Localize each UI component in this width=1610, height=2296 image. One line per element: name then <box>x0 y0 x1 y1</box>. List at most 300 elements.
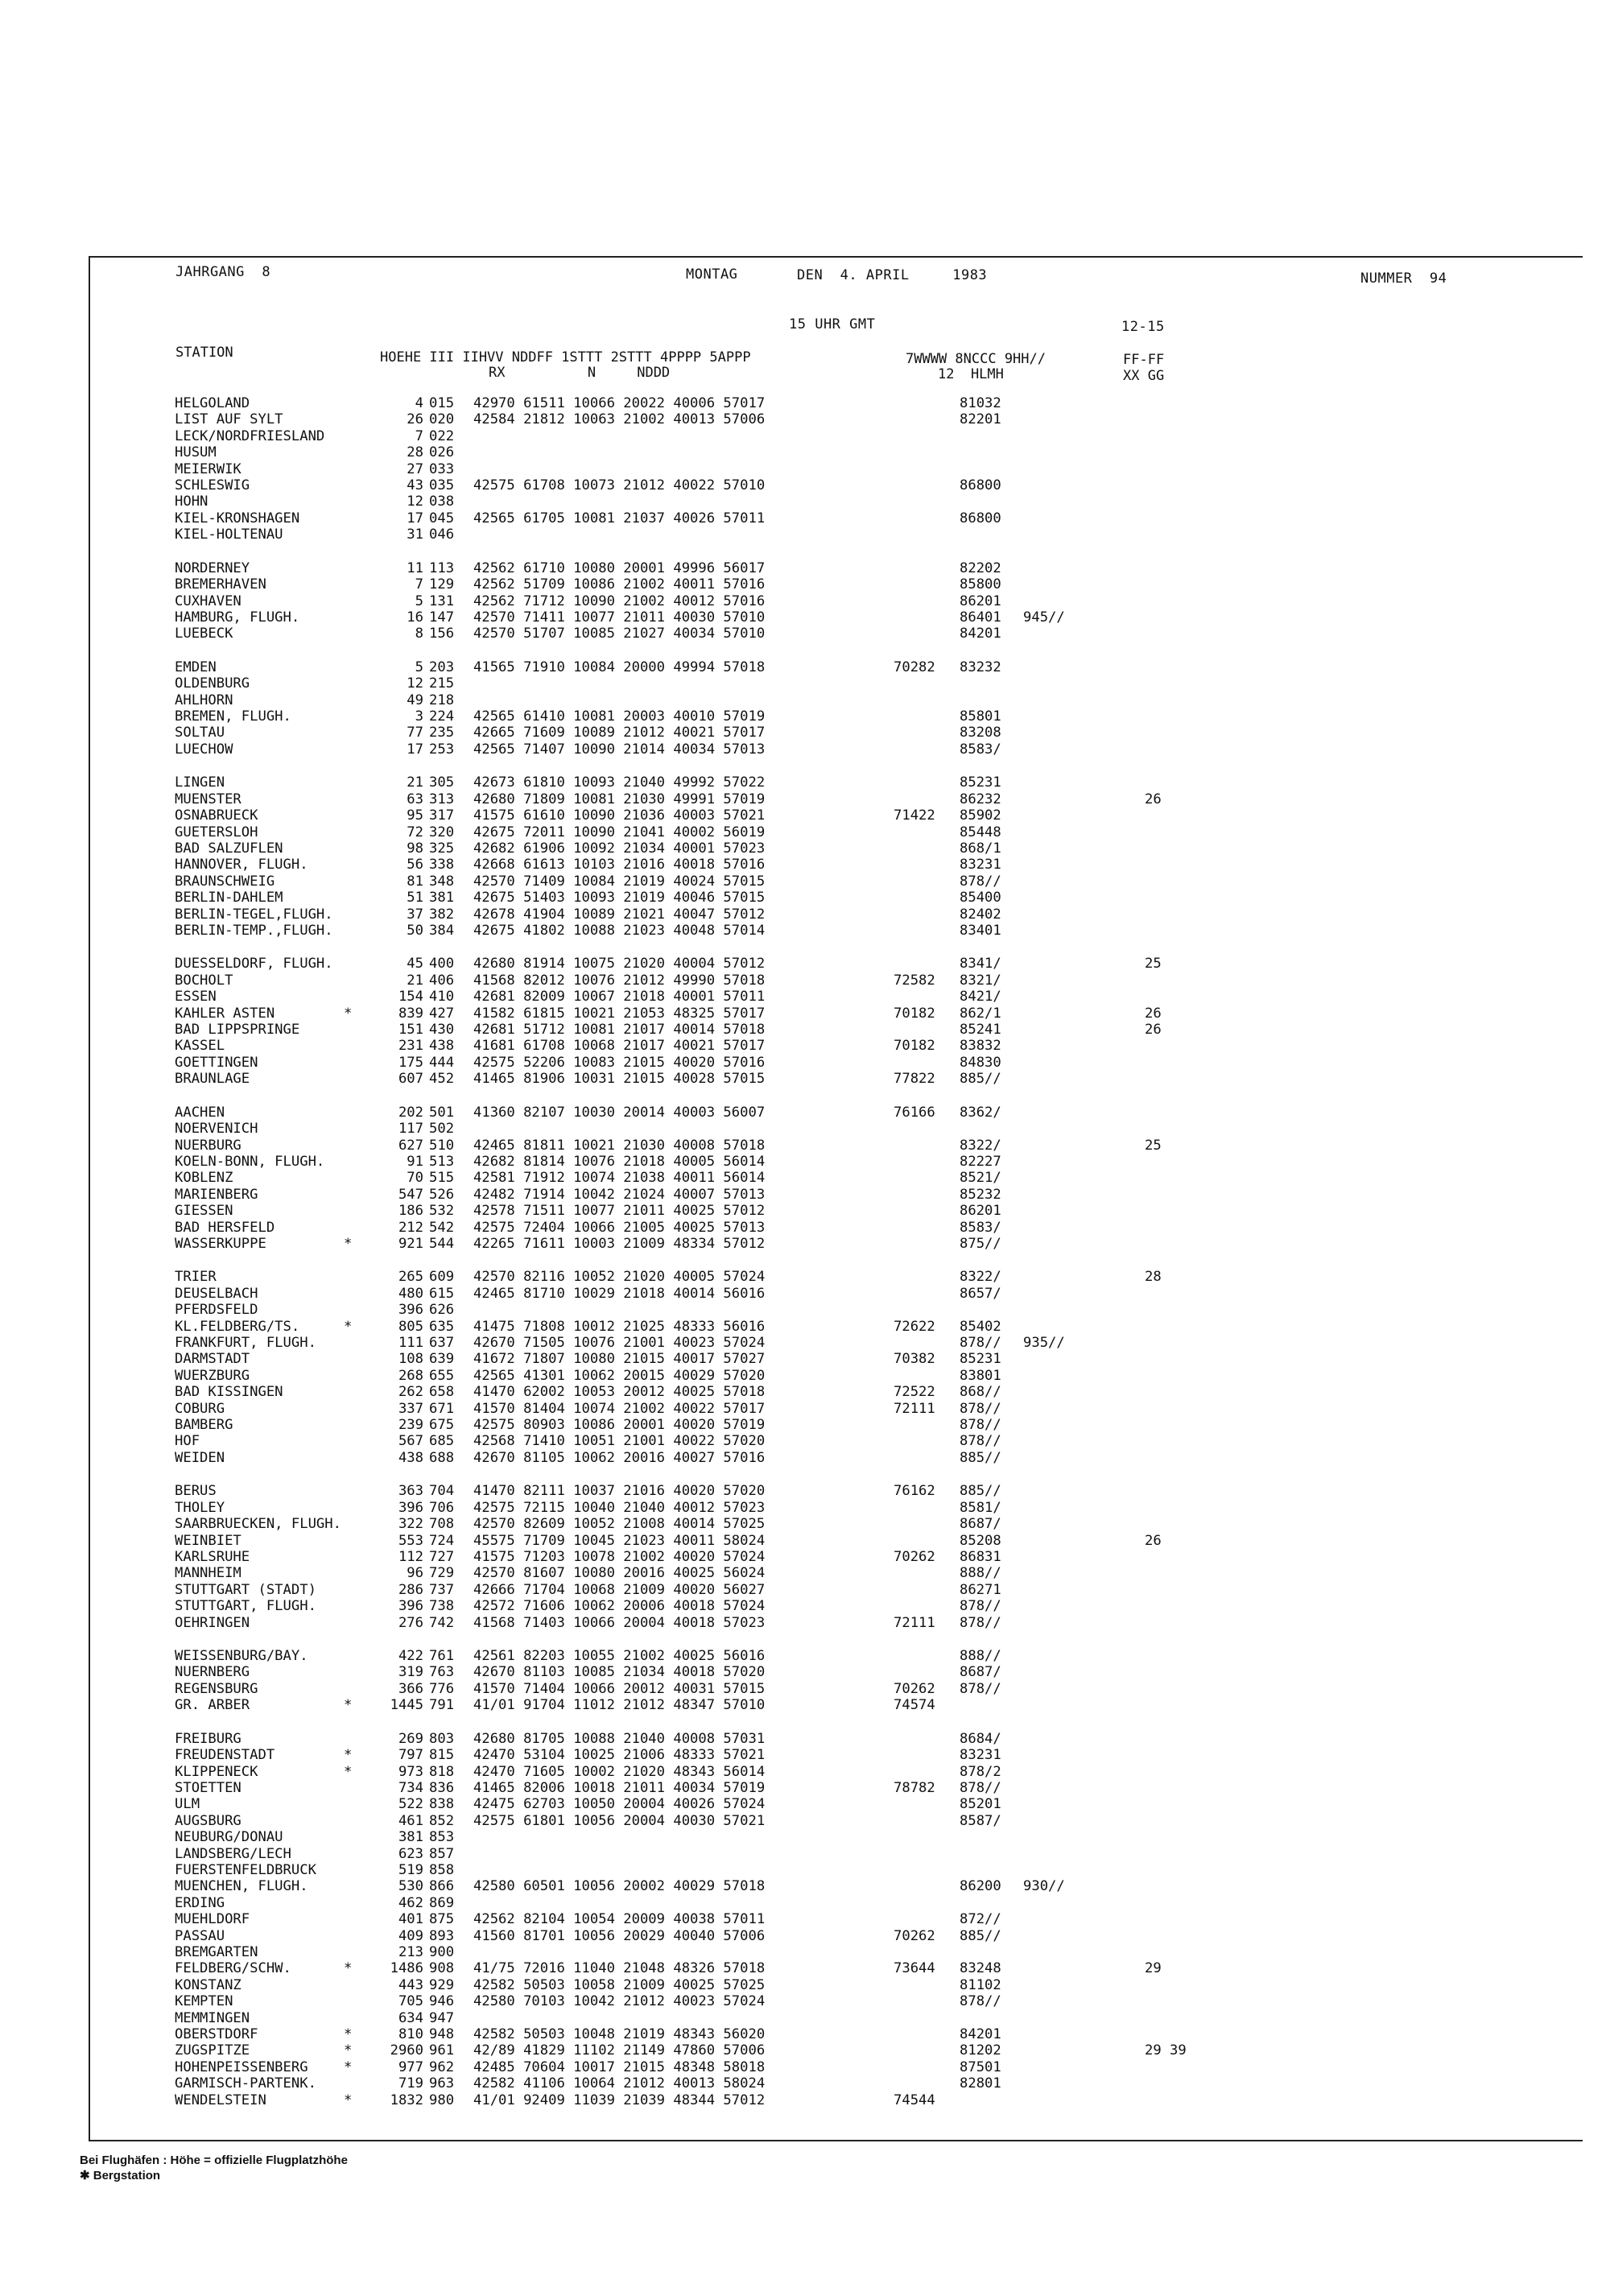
table-row <box>0 1680 1610 1698</box>
elevation: 805 <box>398 1318 423 1335</box>
station-id: 671 <box>429 1400 455 1417</box>
table-row <box>0 1169 1610 1187</box>
station-name: BRAUNSCHWEIG <box>175 873 275 890</box>
station-name: AACHEN <box>175 1104 225 1121</box>
synop-groups: 42562 61710 10080 20001 49996 56017 <box>473 560 766 576</box>
group-8: 8684/ <box>960 1730 1001 1747</box>
group-8: 8322/ <box>960 1269 1001 1286</box>
group-8: 8341/ <box>960 956 1001 972</box>
elevation: 396 <box>398 1598 423 1615</box>
elevation: 366 <box>398 1680 423 1697</box>
synop-groups: 42475 62703 10050 20004 40026 57024 <box>473 1796 766 1813</box>
table-row <box>0 1795 1610 1813</box>
group-8: 8581/ <box>960 1499 1001 1516</box>
elevation: 3 <box>415 708 423 725</box>
station-name: WENDELSTEIN <box>175 2092 266 2108</box>
group-8: 82402 <box>960 906 1001 923</box>
station-name: GIESSEN <box>175 1203 233 1220</box>
station-name: BREMGARTEN <box>175 1943 258 1960</box>
group-8: 86200 <box>960 1878 1001 1895</box>
station-name: OSNABRUECK <box>175 807 258 824</box>
mountain-marker: * <box>344 2092 353 2108</box>
group-8: 82801 <box>960 2075 1001 2092</box>
synop-groups: 41570 71404 10066 20012 40031 57015 <box>473 1680 766 1697</box>
table-row <box>0 1268 1610 1286</box>
table-row <box>0 2075 1610 2092</box>
station-id: 742 <box>429 1614 455 1631</box>
table-row <box>0 526 1610 543</box>
group-8: 878// <box>960 873 1001 890</box>
table-row <box>0 411 1610 428</box>
station-id: 853 <box>429 1829 455 1846</box>
elevation: 276 <box>398 1614 423 1631</box>
synop-groups: 42675 41802 10088 21023 40048 57014 <box>473 922 766 939</box>
table-row <box>0 2042 1610 2059</box>
table-row <box>0 1449 1610 1467</box>
station-name: DUESSELDORF, FLUGH. <box>175 956 333 972</box>
synop-groups: 41/75 72016 11040 21048 48326 57018 <box>473 1960 766 1977</box>
station-id: 639 <box>429 1351 455 1368</box>
station-name: BERLIN-TEMP.,FLUGH. <box>175 922 333 939</box>
station-name: REGENSBURG <box>175 1680 258 1697</box>
elevation: 734 <box>398 1779 423 1796</box>
synop-groups: 42678 41904 10089 21021 40047 57012 <box>473 906 766 923</box>
table-row <box>0 1432 1610 1450</box>
group-7: 72622 <box>894 1318 935 1335</box>
group-7: 72582 <box>894 972 935 989</box>
station-name: BRAUNLAGE <box>175 1071 250 1088</box>
group-8: 8657/ <box>960 1285 1001 1302</box>
station-name: HANNOVER, FLUGH. <box>175 857 308 873</box>
station-name: ULM <box>175 1796 200 1813</box>
synop-groups: 45575 71709 10045 21023 40011 58024 <box>473 1532 766 1549</box>
elevation: 623 <box>398 1845 423 1862</box>
station-name: AHLHORN <box>175 692 233 708</box>
elevation: 70 <box>407 1170 423 1187</box>
group-8: 82227 <box>960 1153 1001 1170</box>
elevation: 26 <box>407 411 423 428</box>
station-id: 675 <box>429 1417 455 1433</box>
station-id: 381 <box>429 890 455 906</box>
ff-header-1: FF-FF <box>1123 352 1165 368</box>
station-name: KASSEL <box>175 1038 225 1055</box>
footnote-airports: Bei Flughäfen : Höhe = offizielle Flugplatzhöhe <box>80 2154 348 2167</box>
elevation: 607 <box>398 1071 423 1088</box>
group-8: 85448 <box>960 824 1001 840</box>
station-id: 320 <box>429 824 455 840</box>
elevation: 522 <box>398 1796 423 1813</box>
table-row <box>0 1647 1610 1665</box>
group-8: 85208 <box>960 1532 1001 1549</box>
group-7: 70382 <box>894 1351 935 1368</box>
station-id: 946 <box>429 1993 455 2010</box>
elevation: 839 <box>398 1005 423 1022</box>
table-row <box>0 906 1610 923</box>
table-row <box>0 1005 1610 1022</box>
synop-groups: 41/01 92409 11039 21039 48344 57012 <box>473 2092 766 2108</box>
station-name: WEISSENBURG/BAY. <box>175 1648 308 1664</box>
group-8: 885// <box>960 1071 1001 1088</box>
station-id: 893 <box>429 1927 455 1944</box>
synop-groups: 41575 61610 10090 21036 40003 57021 <box>473 807 766 824</box>
station-name: LECK/NORDFRIESLAND <box>175 427 325 444</box>
table-row <box>0 1070 1610 1088</box>
station-id: 430 <box>429 1022 455 1038</box>
station-id: 033 <box>429 460 455 477</box>
elevation: 77 <box>407 725 423 741</box>
station-id: 609 <box>429 1269 455 1286</box>
synop-groups: 41475 71808 10012 21025 48333 56016 <box>473 1318 766 1335</box>
station-id: 688 <box>429 1449 455 1466</box>
table-row <box>0 1910 1610 1928</box>
station-name: HUSUM <box>175 444 217 461</box>
elevation: 443 <box>398 1976 423 1993</box>
elevation: 719 <box>398 2075 423 2092</box>
station-name: KEMPTEN <box>175 1993 233 2010</box>
synop-groups: 42465 81710 10029 21018 40014 56016 <box>473 1285 766 1302</box>
group-8: 8583/ <box>960 741 1001 758</box>
station-name: FREIBURG <box>175 1730 242 1747</box>
group-8: 85201 <box>960 1796 1001 1813</box>
synop-groups: 41360 82107 10030 20014 40003 56007 <box>473 1104 766 1121</box>
elevation: 409 <box>398 1927 423 1944</box>
station-id: 948 <box>429 2026 455 2042</box>
group-8: 83832 <box>960 1038 1001 1055</box>
station-id: 438 <box>429 1038 455 1055</box>
group-8: 885// <box>960 1449 1001 1466</box>
elevation: 81 <box>407 873 423 890</box>
table-row <box>0 1828 1610 1846</box>
synop-groups: 41465 82006 10018 21011 40034 57019 <box>473 1779 766 1796</box>
station-name: SOLTAU <box>175 725 225 741</box>
station-id: 708 <box>429 1516 455 1533</box>
table-row <box>0 955 1610 972</box>
elevation: 95 <box>407 807 423 824</box>
elevation: 286 <box>398 1581 423 1598</box>
station-id: 235 <box>429 725 455 741</box>
station-id: 452 <box>429 1071 455 1088</box>
synop-groups: 42570 81607 10080 20016 40025 56024 <box>473 1565 766 1582</box>
station-name: WUERZBURG <box>175 1367 250 1384</box>
group-8: 85231 <box>960 774 1001 791</box>
station-name: BERLIN-TEGEL,FLUGH. <box>175 906 333 923</box>
table-row <box>0 1943 1610 1961</box>
station-name: FELDBERG/SCHW. <box>175 1960 291 1977</box>
station-name: BAMBERG <box>175 1417 233 1433</box>
code-header-2: RX N NDDD <box>489 365 671 381</box>
synop-groups: 42265 71611 10003 21009 48334 57012 <box>473 1235 766 1252</box>
group-7: 72111 <box>894 1400 935 1417</box>
station-id: 317 <box>429 807 455 824</box>
station-name: HOHENPEISSENBERG <box>175 2059 308 2075</box>
synop-groups: 42575 61708 10073 21012 40022 57010 <box>473 477 766 493</box>
synop-groups: 42665 71609 10089 21012 40021 57017 <box>473 725 766 741</box>
station-name: HELGOLAND <box>175 395 250 411</box>
station-id: 776 <box>429 1680 455 1697</box>
station-name: MUENCHEN, FLUGH. <box>175 1878 308 1895</box>
elevation: 530 <box>398 1878 423 1895</box>
station-name: LIST AUF SYLT <box>175 411 283 428</box>
elevation: 12 <box>407 675 423 692</box>
group-8: 878// <box>960 1433 1001 1450</box>
elevation: 973 <box>398 1763 423 1780</box>
synop-groups: 42568 71410 10051 21001 40022 57020 <box>473 1433 766 1450</box>
station-name: TRIER <box>175 1269 217 1286</box>
synop-groups: 42575 72115 10040 21040 40012 57023 <box>473 1499 766 1516</box>
synop-groups: 42570 51707 10085 21027 40034 57010 <box>473 626 766 642</box>
elevation: 7 <box>415 427 423 444</box>
station-id: 858 <box>429 1861 455 1878</box>
group-7: 70262 <box>894 1927 935 1944</box>
elevation: 4 <box>415 395 423 411</box>
elevation: 319 <box>398 1664 423 1681</box>
group-8: 84830 <box>960 1054 1001 1071</box>
elevation: 1445 <box>390 1697 423 1714</box>
synop-groups: 42575 72404 10066 21005 40025 57013 <box>473 1219 766 1236</box>
station-name: ERDING <box>175 1894 225 1911</box>
station-id: 224 <box>429 708 455 725</box>
elevation: 322 <box>398 1516 423 1533</box>
elevation: 977 <box>398 2059 423 2075</box>
synop-groups: 42570 82609 10052 21008 40014 57025 <box>473 1516 766 1533</box>
station-id: 215 <box>429 675 455 692</box>
mountain-marker: * <box>344 2059 353 2075</box>
table-row <box>0 708 1610 725</box>
elevation: 111 <box>398 1335 423 1351</box>
group-8: 81102 <box>960 1976 1001 1993</box>
elevation: 381 <box>398 1829 423 1846</box>
group-8: 83232 <box>960 659 1001 675</box>
table-row <box>0 1104 1610 1121</box>
table-row <box>0 1054 1610 1072</box>
elevation: 5 <box>415 659 423 675</box>
elevation: 634 <box>398 2009 423 2026</box>
elevation: 810 <box>398 2026 423 2042</box>
group-8: 8687/ <box>960 1516 1001 1533</box>
group-8: 85232 <box>960 1186 1001 1203</box>
station-id: 544 <box>429 1235 455 1252</box>
station-id: 406 <box>429 972 455 989</box>
group-8: 862/1 <box>960 1005 1001 1022</box>
station-id: 724 <box>429 1532 455 1549</box>
group-8: 81202 <box>960 2042 1001 2059</box>
group-9: 930// <box>1023 1878 1065 1895</box>
synop-groups: 42670 81103 10085 21034 40018 57020 <box>473 1664 766 1681</box>
table-row <box>0 791 1610 808</box>
station-name: NORDERNEY <box>175 560 250 576</box>
station-id: 020 <box>429 411 455 428</box>
table-row <box>0 1219 1610 1237</box>
station-id: 338 <box>429 857 455 873</box>
group-8: 83208 <box>960 725 1001 741</box>
group-8: 878// <box>960 1598 1001 1615</box>
mountain-marker: * <box>344 1747 353 1764</box>
station-id: 875 <box>429 1911 455 1928</box>
elevation: 37 <box>407 906 423 923</box>
station-name: WASSERKUPPE <box>175 1235 266 1252</box>
group-8: 8421/ <box>960 989 1001 1006</box>
elevation: 21 <box>407 774 423 791</box>
elevation: 51 <box>407 890 423 906</box>
group-8: 8583/ <box>960 1219 1001 1236</box>
synop-groups: 42582 50503 10048 21019 48343 56020 <box>473 2026 766 2042</box>
group-8: 85902 <box>960 807 1001 824</box>
elevation: 268 <box>398 1367 423 1384</box>
station-name: HOF <box>175 1433 200 1450</box>
table-row <box>0 922 1610 939</box>
elevation: 547 <box>398 1186 423 1203</box>
elevation: 186 <box>398 1203 423 1220</box>
elevation: 96 <box>407 1565 423 1582</box>
ff-header-2: XX GG <box>1123 368 1165 384</box>
synop-groups: 41565 71910 10084 20000 49994 57018 <box>473 659 766 675</box>
synop-groups: 42561 82203 10055 21002 40025 56016 <box>473 1648 766 1664</box>
elevation: 154 <box>398 989 423 1006</box>
synop-groups: 42562 51709 10086 21002 40011 57016 <box>473 576 766 593</box>
table-row <box>0 1499 1610 1517</box>
group-8: 87501 <box>960 2059 1001 2075</box>
table-row <box>0 1367 1610 1385</box>
group-8: 878/2 <box>960 1763 1001 1780</box>
table-row <box>0 2059 1610 2076</box>
group-8: 878// <box>960 1993 1001 2010</box>
table-row <box>0 1845 1610 1863</box>
station-id: 325 <box>429 840 455 857</box>
table-row <box>0 1779 1610 1797</box>
elevation: 16 <box>407 609 423 626</box>
station-id: 763 <box>429 1664 455 1681</box>
station-name: BAD HERSFELD <box>175 1219 275 1236</box>
synop-groups: 42565 71407 10090 21014 40034 57013 <box>473 741 766 758</box>
elevation: 396 <box>398 1302 423 1319</box>
station-name: LINGEN <box>175 774 225 791</box>
station-name: BAD LIPPSPRINGE <box>175 1022 300 1038</box>
synop-groups: 42681 51712 10081 21017 40014 57018 <box>473 1022 766 1038</box>
elevation: 553 <box>398 1532 423 1549</box>
table-row <box>0 394 1610 412</box>
station-id: 836 <box>429 1779 455 1796</box>
station-id: 857 <box>429 1845 455 1862</box>
station-id: 908 <box>429 1960 455 1977</box>
station-id: 526 <box>429 1186 455 1203</box>
synop-groups: 42673 61810 10093 21040 49992 57022 <box>473 774 766 791</box>
elevation: 98 <box>407 840 423 857</box>
elevation: 175 <box>398 1054 423 1071</box>
group-8: 885// <box>960 1483 1001 1500</box>
station-name: KARLSRUHE <box>175 1548 250 1565</box>
elevation: 462 <box>398 1894 423 1911</box>
gust-ff: 29 <box>1145 1960 1162 1977</box>
gust-ff: 26 <box>1145 1005 1162 1022</box>
group-7: 73644 <box>894 1960 935 1977</box>
group7-header-2: 12 HLMH <box>938 366 1004 382</box>
group-7: 70182 <box>894 1005 935 1022</box>
synop-groups: 42581 71912 10074 21038 40011 56014 <box>473 1170 766 1187</box>
group-8: 86201 <box>960 1203 1001 1220</box>
table-row <box>0 1763 1610 1781</box>
table-row <box>0 692 1610 709</box>
station-id: 729 <box>429 1565 455 1582</box>
elevation: 1832 <box>390 2092 423 2108</box>
elevation: 269 <box>398 1730 423 1747</box>
group-7: 78782 <box>894 1779 935 1796</box>
synop-groups: 42570 71411 10077 21011 40030 57010 <box>473 609 766 626</box>
table-row <box>0 1400 1610 1418</box>
synop-groups: 42582 50503 10058 21009 40025 57025 <box>473 1976 766 1993</box>
group-9: 945// <box>1023 609 1065 626</box>
station-id: 866 <box>429 1878 455 1895</box>
table-row <box>0 856 1610 873</box>
elevation: 2960 <box>390 2042 423 2059</box>
elevation: 202 <box>398 1104 423 1121</box>
station-name: LUEBECK <box>175 626 233 642</box>
table-row <box>0 1663 1610 1681</box>
group7-header-1: 7WWWW 8NCCC 9HH// <box>906 351 1046 367</box>
station-name: MEIERWIK <box>175 460 242 477</box>
group-8: 8322/ <box>960 1137 1001 1154</box>
synop-groups: 41672 71807 10080 21015 40017 57027 <box>473 1351 766 1368</box>
synop-groups: 42670 71505 10076 21001 40023 57024 <box>473 1335 766 1351</box>
table-row <box>0 1614 1610 1632</box>
gust-ff: 28 <box>1145 1269 1162 1286</box>
station-id: 510 <box>429 1137 455 1154</box>
elevation: 112 <box>398 1548 423 1565</box>
station-id: 635 <box>429 1318 455 1335</box>
station-name: EMDEN <box>175 659 217 675</box>
table-row <box>0 659 1610 676</box>
group-7: 72522 <box>894 1384 935 1401</box>
gust-ff: 25 <box>1145 1137 1162 1154</box>
table-row <box>0 460 1610 478</box>
table-row <box>0 1235 1610 1253</box>
table-row <box>0 1515 1610 1533</box>
station-id: 026 <box>429 444 455 461</box>
elevation: 797 <box>398 1747 423 1764</box>
table-row <box>0 1581 1610 1599</box>
station-name: KIEL-KRONSHAGEN <box>175 510 300 527</box>
synop-groups: 41560 81701 10056 20029 40040 57006 <box>473 1927 766 1944</box>
station-id: 815 <box>429 1747 455 1764</box>
group-9: 935// <box>1023 1335 1065 1351</box>
group-8: 86271 <box>960 1581 1001 1598</box>
station-id: 737 <box>429 1581 455 1598</box>
group-7: 74544 <box>894 2092 935 2108</box>
station-name: PFERDSFELD <box>175 1302 258 1319</box>
station-name: KOBLENZ <box>175 1170 233 1187</box>
station-name: BREMEN, FLUGH. <box>175 708 291 725</box>
station-name: KIEL-HOLTENAU <box>175 527 283 543</box>
table-row <box>0 1812 1610 1830</box>
table-row <box>0 774 1610 791</box>
gust-ff: 26 <box>1145 1022 1162 1038</box>
station-id: 615 <box>429 1285 455 1302</box>
elevation: 117 <box>398 1121 423 1138</box>
station-id: 869 <box>429 1894 455 1911</box>
elevation: 461 <box>398 1812 423 1829</box>
station-name: GR. ARBER <box>175 1697 250 1714</box>
station-id: 513 <box>429 1153 455 1170</box>
station-name: BOCHOLT <box>175 972 233 989</box>
elevation: 11 <box>407 560 423 576</box>
mountain-marker: * <box>344 1005 353 1022</box>
station-name: MUEHLDORF <box>175 1911 250 1928</box>
elevation: 1486 <box>390 1960 423 1977</box>
station-id: 045 <box>429 510 455 527</box>
synop-groups: 42681 82009 10067 21018 40001 57011 <box>473 989 766 1006</box>
synop-groups: 42/89 41829 11102 21149 47860 57006 <box>473 2042 766 2059</box>
station-id: 791 <box>429 1697 455 1714</box>
group-8: 878// <box>960 1680 1001 1697</box>
